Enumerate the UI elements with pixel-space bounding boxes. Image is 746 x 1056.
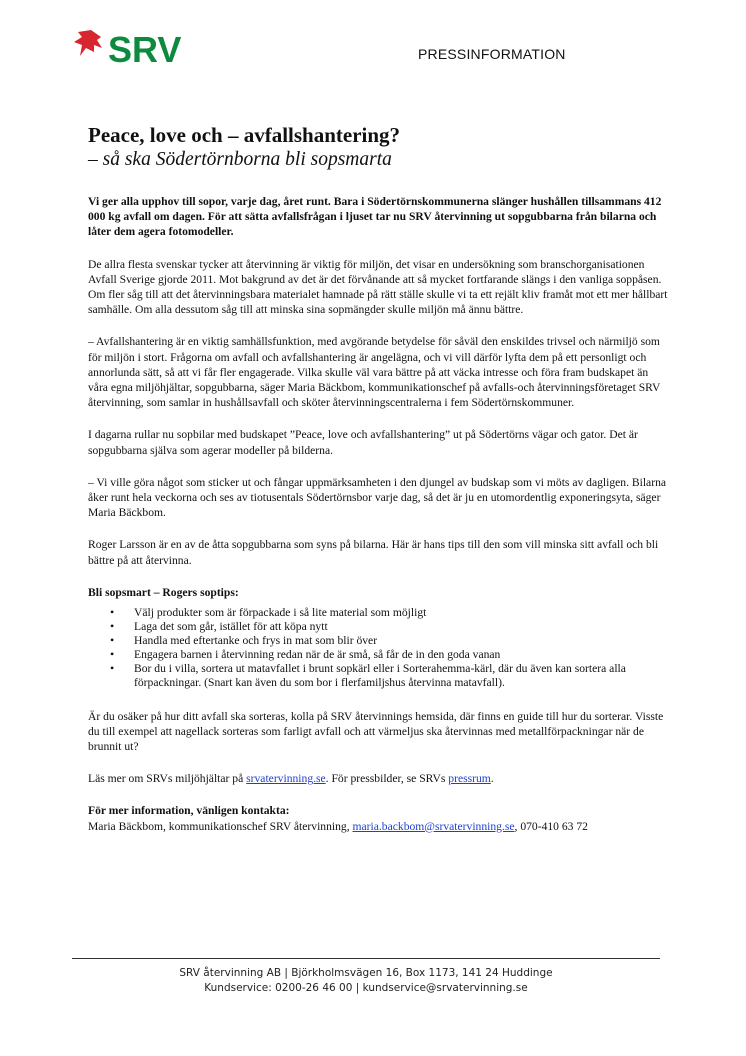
read-more-prefix: Läs mer om SRVs miljöhjältar på [88,772,247,786]
pressroom-link[interactable]: pressrum [448,772,491,786]
contact-heading: För mer information, vänligen kontakta: [88,804,290,818]
article-subtitle: – så ska Södertörnborna bli sopsmarta [88,149,392,170]
contact-line [88,819,668,834]
website-link[interactable]: srvatervinning.se [246,772,326,786]
press-info-label: PRESSINFORMATION [418,46,566,62]
recycle-mark-icon [74,30,102,56]
tips-heading: Bli sopsmart – Rogers soptips: [88,585,239,599]
body-paragraph-1: De allra flesta svenskar tycker att återvinning är viktig för miljön, det visar en undersökning som branschorganisationen Avfall Sverige gjorde 2011. Mot bakgrund av det är det förvånande att så mycket fortfarande slängs i den vanliga soppåsen. Om fler såg till att det återvinningsbara materialet hamnade på rätt ställe skulle vi ta ett rejält kliv framåt mot ett mer hållbart samhälle. Om alla dessutom såg till att minska sina sopmängder skulle miljön må ännu bättre. [88,257,668,317]
footer [72,966,660,996]
contact-prefix: Maria Bäckbom, kommunikationschef SRV återvinning, [88,819,353,833]
lead-paragraph: Vi ger alla upphov till sopor, varje dag, året runt. Bara i Södertörnskommunerna slänger hushållen tillsammans 412 000 kg avfall om dagen. För att sätta avfallsfrågan i ljuset tar nu SRV återvinning ut sopgubbarna från bilarna och låter dem agera fotomodeller. [88,195,662,239]
body-paragraph-4: – Vi ville göra något som sticker ut och fångar uppmärksamheten i den djungel av budskap som vi möts av dagligen. Bilarna åker runt hela veckorna och ses av tiotusentals Södertörnsbor varje dag, så det är ju en utomordentlig exponeringsyta, säger Maria Bäckbom. [88,475,667,520]
footer-contact: Kundservice: 0200-26 46 00 | kundservice@srvatervinning.se [204,982,528,994]
srv-logo [72,28,207,68]
tip-item: • Bor du i villa, sortera ut matavfallet i brunt sopkärl eller i Sorterahemma-kärl, där du även kan sortera alla förpackningar. (Snart kan även du som bor i flerfamiljshus återvinna matavfall). [130,662,668,690]
read-more-paragraph [88,771,668,786]
tips-list [88,606,668,689]
tip-item: • Välj produkter som är förpackade i så lite material som möjligt [130,606,668,620]
body-paragraph-2: – Avfallshantering är en viktig samhällsfunktion, med avgörande betydelse för såväl den enskildes trivsel och närmiljö som för miljön i stort. Frågorna om avfall och avfallshantering är angelägna, och vi vill därför lyfta dem på ett personligt och annorlunda sätt, så att vi får fler engagerade. Vilka skulle väl vara bättre på att väcka intresse och föra fram budskapet än våra egna miljöhjältar, sopgubbarna, säger Maria Bäckbom, kommunikationschef på avfalls-och återvinningsföretaget SRV återvinning, som samlar in hushållsavfall och sköter återvinningscentralerna i fem Södertörnskommuner. [88,335,661,410]
body-paragraph-5: Roger Larsson är en av de åtta sopgubbarna som syns på bilarna. Här är hans tips till den som vill minska sitt avfall och bli bättre på att återvinna. [88,538,659,567]
tip-item: • Laga det som går, istället för att köpa nytt [130,620,668,634]
contact-phone: , 070-410 63 72 [514,819,588,833]
article [88,122,668,834]
closing-paragraph: Är du osäker på hur ditt avfall ska sorteras, kolla på SRV återvinnings hemsida, där finns en guide till hur du sorterar. Visste du till exempel att nagellack sorteras som farligt avfall och att värmeljus ska återvinnas med metallförpackningar när de brunnit ut? [88,709,664,753]
tip-item: • Handla med eftertanke och frys in mat som blir över [130,634,668,648]
read-more-middle: . För pressbilder, se SRVs [325,772,449,786]
article-title: Peace, love och – avfallshantering? [88,123,401,147]
read-more-suffix: . [490,772,494,786]
footer-address: SRV återvinning AB | Björkholmsvägen 16, Box 1173, 141 24 Huddinge [179,967,553,979]
body-paragraph-3: I dagarna rullar nu sopbilar med budskapet ”Peace, love och avfallshantering” ut på Södertörns vägar och gator. Det är sopgubbarna själva som agerar modeller på bilderna. [88,428,638,457]
tip-item: • Engagera barnen i återvinning redan när de är små, så får de in den goda vanan [130,648,668,662]
logo-text: SRV [108,29,182,68]
contact-email-link[interactable]: maria.backbom@srvatervinning.se [352,819,515,833]
footer-divider [72,958,660,959]
